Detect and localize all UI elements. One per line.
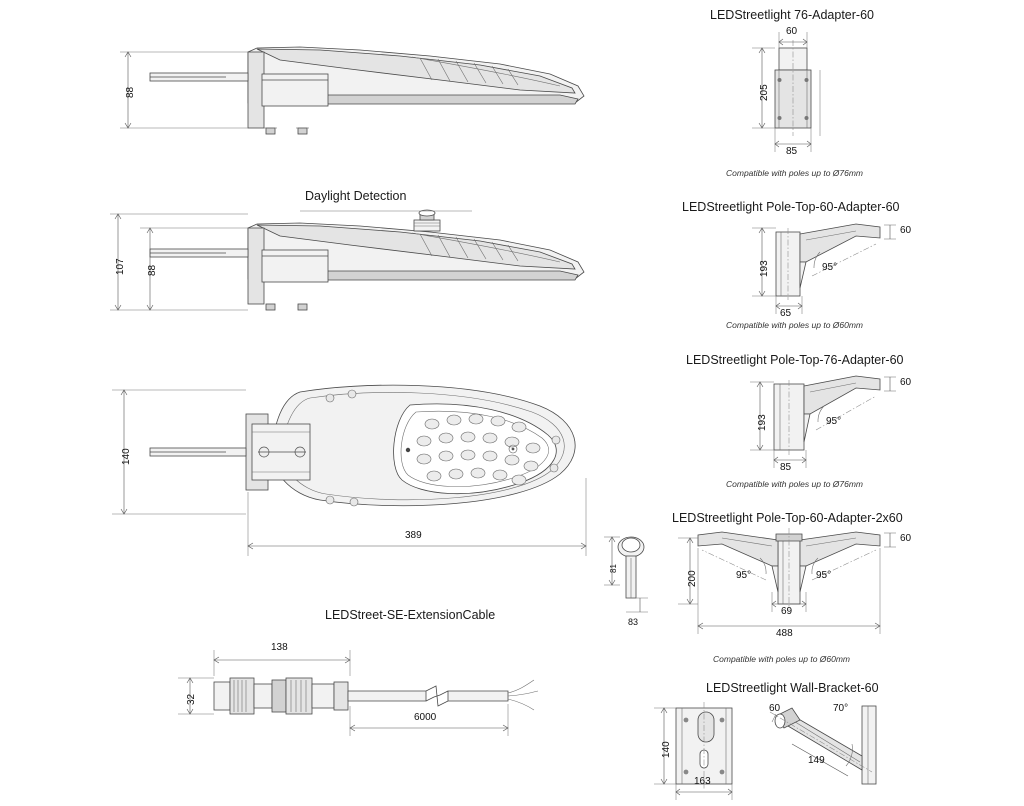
dim-acc4-angle-95-right: 95° bbox=[816, 570, 832, 581]
acc-wall-bracket-60 bbox=[654, 702, 876, 800]
dim-acc4-angle-95-left: 95° bbox=[736, 570, 752, 581]
view-top bbox=[112, 385, 586, 556]
title-pole-top-60-adapter-2x60: LEDStreetlight Pole-Top-60-Adapter-2x60 bbox=[672, 511, 903, 525]
note-pole-top-60-adapter-60: Compatible with poles up to Ø60mm bbox=[726, 320, 864, 330]
view-cable-cross-section bbox=[604, 537, 648, 612]
dim-cable-81: 81 bbox=[609, 564, 618, 573]
dim-side-sensor-107: 107 bbox=[115, 258, 126, 275]
dim-side-sensor-88: 88 bbox=[147, 264, 158, 276]
dim-acc1-60: 60 bbox=[786, 26, 798, 37]
title-wall-bracket-60: LEDStreetlight Wall-Bracket-60 bbox=[706, 681, 879, 695]
view-side-sensor bbox=[110, 210, 584, 310]
dim-acc3-60: 60 bbox=[900, 377, 912, 388]
dim-acc2-angle-95: 95° bbox=[822, 262, 838, 273]
acc-pole-top-60-adapter-2x60 bbox=[678, 528, 896, 634]
note-pole-top-60-adapter-2x60: Compatible with poles up to Ø60mm bbox=[713, 654, 851, 664]
dim-acc3-193: 193 bbox=[757, 414, 768, 431]
dim-top-389: 389 bbox=[405, 530, 422, 541]
dim-cable-83: 83 bbox=[628, 617, 639, 627]
dim-acc4-200: 200 bbox=[687, 570, 698, 587]
dim-acc2-60: 60 bbox=[900, 225, 912, 236]
dim-ext-138: 138 bbox=[271, 642, 288, 653]
dim-acc5-163: 163 bbox=[694, 776, 711, 787]
dim-acc4-60: 60 bbox=[900, 533, 912, 544]
title-extension-cable: LEDStreet-SE-ExtensionCable bbox=[325, 608, 496, 622]
dim-acc1-85: 85 bbox=[786, 146, 798, 157]
dim-acc1-205: 205 bbox=[759, 84, 770, 101]
dim-acc5-149: 149 bbox=[808, 755, 825, 766]
dim-acc5-angle-70: 70° bbox=[833, 703, 849, 714]
dim-acc2-193: 193 bbox=[759, 260, 770, 277]
title-76-adapter-60: LEDStreetlight 76-Adapter-60 bbox=[710, 8, 874, 22]
dim-side-plain-88: 88 bbox=[125, 86, 136, 98]
dim-acc4-488: 488 bbox=[776, 628, 793, 639]
dim-acc5-140: 140 bbox=[661, 741, 672, 758]
dim-ext-32: 32 bbox=[186, 693, 197, 705]
dim-acc3-angle-95: 95° bbox=[826, 416, 842, 427]
title-pole-top-60-adapter-60: LEDStreetlight Pole-Top-60-Adapter-60 bbox=[682, 200, 900, 214]
dim-acc4-69: 69 bbox=[781, 606, 793, 617]
view-extension-cable bbox=[178, 650, 538, 736]
dim-acc5-60: 60 bbox=[769, 703, 781, 714]
note-76-adapter-60: Compatible with poles up to Ø76mm bbox=[726, 168, 864, 178]
acc-pole-top-76-adapter-60 bbox=[750, 376, 896, 468]
dim-ext-6000: 6000 bbox=[414, 712, 437, 723]
dim-acc3-85: 85 bbox=[780, 462, 792, 473]
note-pole-top-76-adapter-60: Compatible with poles up to Ø76mm bbox=[726, 479, 864, 489]
dim-top-140: 140 bbox=[121, 448, 132, 465]
title-daylight-detection: Daylight Detection bbox=[305, 189, 407, 203]
dim-acc2-65: 65 bbox=[780, 308, 792, 319]
view-side-plain bbox=[120, 47, 584, 134]
title-pole-top-76-adapter-60: LEDStreetlight Pole-Top-76-Adapter-60 bbox=[686, 353, 904, 367]
